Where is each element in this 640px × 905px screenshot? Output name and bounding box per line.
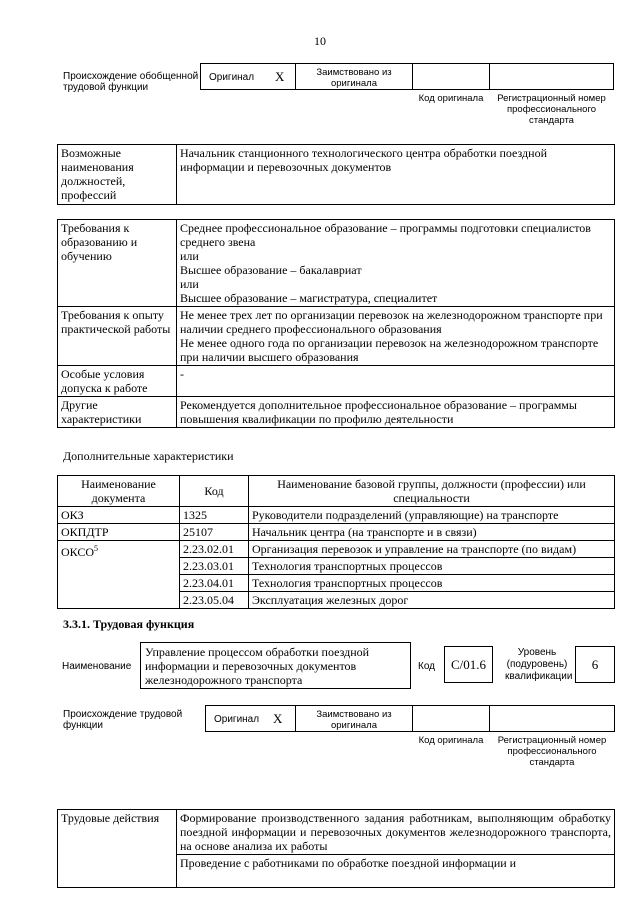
row-name: Технология транспортных процессов (249, 575, 615, 592)
table-row (58, 524, 615, 541)
footnote-mark: 5 (94, 544, 99, 553)
req-line: Рекомендуется дополнительное профессиональное образование – программы повышения квалификации по профилю деятельности (180, 398, 577, 426)
req-line: - (180, 367, 184, 381)
reg-number-cell (489, 63, 614, 90)
row-code: 2.23.05.04 (180, 592, 249, 609)
borrowed-label: Заимствовано из оригинала (316, 67, 392, 89)
actions-label: Трудовые действия (58, 810, 177, 888)
original-mark: X (275, 69, 285, 84)
positions-table (57, 144, 615, 205)
row-name: Организация перевозок и управление на транспорте (по видам) (249, 541, 615, 558)
reg-number-caption: Регистрационный номер профессионального стандарта (497, 93, 606, 126)
original-mark: X (273, 711, 283, 726)
reg-number-cell (489, 705, 615, 732)
table-row (58, 507, 615, 524)
req-line: или (180, 249, 199, 263)
additional-title: Дополнительные характеристики (63, 449, 234, 463)
original-label: Оригинал (209, 72, 255, 83)
code-original-cell (412, 63, 490, 90)
row-doc: ОКЗ (58, 507, 180, 524)
additional-header-row (58, 476, 615, 507)
additional-table (57, 475, 615, 609)
req-row-experience (58, 307, 615, 366)
req-line: или (180, 277, 199, 291)
original-cell (200, 63, 296, 90)
header-name: Наименование базовой группы, должности (профессии) или специальности (249, 476, 615, 507)
original-cell (205, 705, 296, 732)
action-item: Формирование производственного задания работникам, выполняющим обработку поездной информации и перевозочных документов железнодорожного транспорта, на основе анализа их работы (177, 810, 615, 855)
positions-value: Начальник станционного технологического центра обработки поездной информации и перевозочных документов (177, 145, 615, 205)
borrowed-cell (295, 705, 413, 732)
req-label: Требования к образованию и обучению (58, 220, 177, 307)
row-name: Технология транспортных процессов (249, 558, 615, 575)
function-code-box (444, 646, 493, 683)
function-code-value: С/01.6 (450, 657, 487, 672)
table-row (58, 541, 615, 558)
original-label: Оригинал (214, 714, 260, 725)
level-label: Уровень (подуровень) квалификации (505, 647, 573, 682)
req-label: Другие характеристики (58, 397, 177, 428)
req-line: Высшее образование – бакалавриат (180, 263, 362, 277)
code-original-caption: Код оригинала (418, 93, 484, 104)
req-line: Среднее профессиональное образование – программы подготовки специалистов среднего звена (180, 221, 591, 249)
origin-label: Происхождение обобщенной трудовой функции (63, 71, 199, 93)
row-name: Руководители подразделений (управляющие) на транспорте (249, 507, 615, 524)
row-doc-okso (58, 541, 180, 609)
reg-number-caption: Регистрационный номер профессионального стандарта (497, 735, 607, 768)
row-name: Начальник центра (на транспорте и в связи) (249, 524, 615, 541)
origin-label: Происхождение трудовой функции (63, 709, 183, 731)
row-name: Эксплуатация железных дорог (249, 592, 615, 609)
borrowed-cell (295, 63, 413, 90)
header-code: Код (180, 476, 249, 507)
req-line: Не менее одного года по организации перевозок на железнодорожном транспорте при наличии высшего образования (180, 336, 599, 364)
requirements-table (57, 219, 615, 428)
page-number: 10 (314, 34, 326, 48)
level-box (575, 646, 615, 683)
req-label: Требования к опыту практической работы (58, 307, 177, 366)
row-code: 2.23.02.01 (180, 541, 249, 558)
function-name-label: Наименование (62, 661, 132, 672)
actions-table (57, 809, 615, 888)
req-row-conditions (58, 366, 615, 397)
row-code: 2.23.03.01 (180, 558, 249, 575)
req-row-education (58, 220, 615, 307)
req-line: Высшее образование – магистратура, специалитет (180, 291, 438, 305)
positions-label: Возможные наименования должностей, профессий (58, 145, 177, 205)
row-code: 2.23.04.01 (180, 575, 249, 592)
level-value: 6 (591, 657, 599, 672)
borrowed-label: Заимствовано из оригинала (316, 709, 392, 731)
function-code-label: Код (418, 661, 436, 672)
row-code: 25107 (180, 524, 249, 541)
function-name-box (140, 642, 411, 689)
row-code: 1325 (180, 507, 249, 524)
header-doc: Наименование документа (58, 476, 180, 507)
code-original-cell (412, 705, 490, 732)
action-item: Проведение с работниками по обработке поездной информации и (177, 855, 615, 888)
code-original-caption: Код оригинала (418, 735, 484, 746)
req-line: Не менее трех лет по организации перевозок на железнодорожном транспорте при наличии среднего профессионального образования (180, 308, 603, 336)
req-row-other (58, 397, 615, 428)
table-row (58, 810, 615, 855)
row-doc: ОКПДТР (58, 524, 180, 541)
req-label: Особые условия допуска к работе (58, 366, 177, 397)
function-heading: 3.3.1. Трудовая функция (63, 617, 195, 631)
row-doc: ОКСО (61, 545, 95, 559)
function-name-value: Управление процессом обработки поездной информации и перевозочных документов железнодорожного транспорта (145, 645, 370, 687)
